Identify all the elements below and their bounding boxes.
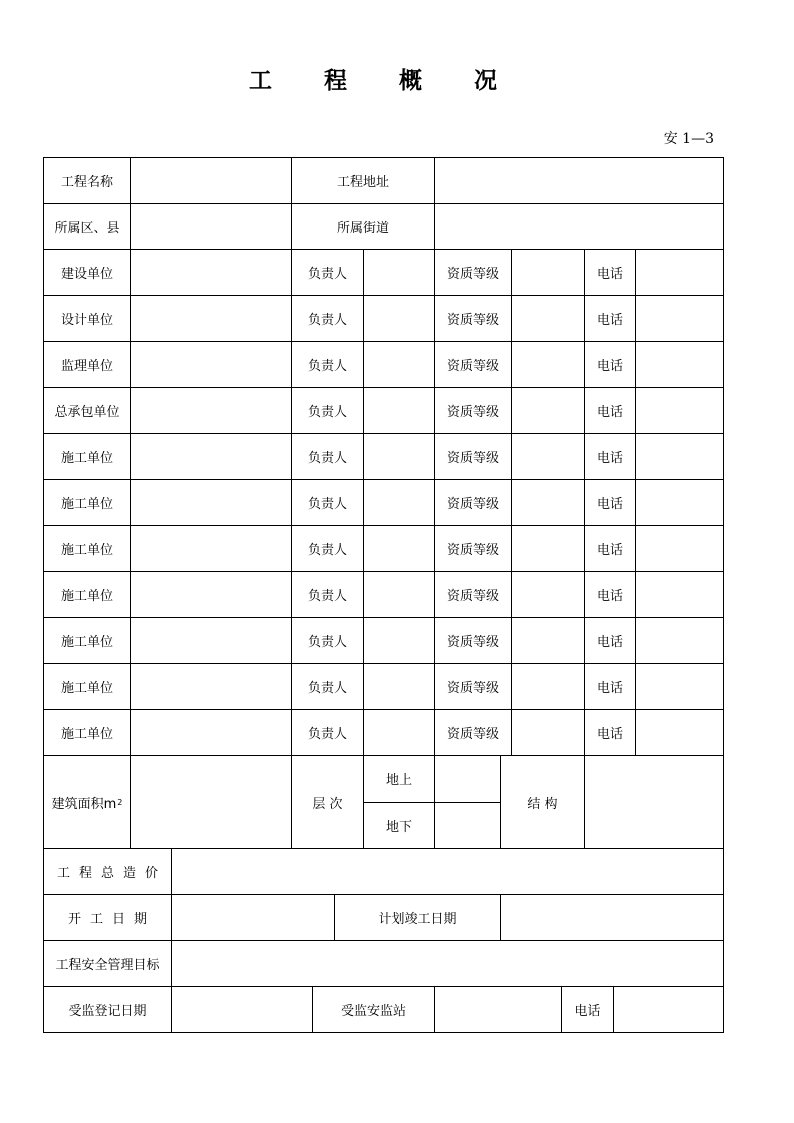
- person-label: 负责人: [292, 480, 364, 526]
- table-row: [44, 572, 724, 618]
- grade-label: 资质等级: [435, 388, 512, 434]
- total-cost-text: 工程总造价: [56, 866, 167, 881]
- floors-label: 层 次: [292, 756, 364, 849]
- grade-label: 资质等级: [435, 572, 512, 618]
- unit-label: 设计单位: [44, 296, 131, 342]
- phone-label: 电话: [585, 250, 636, 296]
- table-row: [44, 526, 724, 572]
- phone-label: 电话: [585, 664, 636, 710]
- person-field[interactable]: [364, 618, 435, 664]
- grade-label: 资质等级: [435, 664, 512, 710]
- total-cost-field[interactable]: [172, 849, 724, 895]
- building-area-unit-sup: 2: [117, 797, 123, 807]
- grade-field[interactable]: [512, 250, 585, 296]
- grade-label: 资质等级: [435, 710, 512, 756]
- person-field[interactable]: [364, 296, 435, 342]
- unit-label: 建设单位: [44, 250, 131, 296]
- table-row: [44, 756, 724, 849]
- phone-label: 电话: [585, 526, 636, 572]
- table-row: [44, 388, 724, 434]
- unit-label: 施工单位: [44, 526, 131, 572]
- grade-field[interactable]: [512, 526, 585, 572]
- phone-field[interactable]: [636, 618, 724, 664]
- person-label: 负责人: [292, 572, 364, 618]
- unit-label: 施工单位: [44, 572, 131, 618]
- person-field[interactable]: [364, 388, 435, 434]
- person-label: 负责人: [292, 710, 364, 756]
- grade-field[interactable]: [512, 296, 585, 342]
- phone-field[interactable]: [636, 572, 724, 618]
- table-row: [44, 296, 724, 342]
- unit-label: 总承包单位: [44, 388, 131, 434]
- table-row: [44, 204, 724, 250]
- person-field[interactable]: [364, 664, 435, 710]
- person-label: 负责人: [292, 434, 364, 480]
- grade-field[interactable]: [512, 388, 585, 434]
- unit-label: 监理单位: [44, 342, 131, 388]
- table-row: [44, 664, 724, 710]
- form-code: 安 1—3: [663, 131, 714, 147]
- planned-end-date-field[interactable]: [501, 895, 724, 941]
- unit-field[interactable]: [131, 664, 292, 710]
- above-ground-field[interactable]: [435, 756, 501, 803]
- phone-label: 电话: [585, 388, 636, 434]
- unit-field[interactable]: [131, 296, 292, 342]
- phone-field[interactable]: [636, 342, 724, 388]
- unit-field[interactable]: [131, 572, 292, 618]
- table-row: [44, 895, 724, 941]
- table-row: [44, 987, 724, 1033]
- grade-label: 资质等级: [435, 342, 512, 388]
- phone-field[interactable]: [636, 296, 724, 342]
- phone-field[interactable]: [636, 526, 724, 572]
- supervision-date-label: 受监登记日期: [44, 987, 172, 1033]
- person-field[interactable]: [364, 434, 435, 480]
- grade-label: 资质等级: [435, 434, 512, 480]
- grade-field[interactable]: [512, 710, 585, 756]
- table-row: [44, 250, 724, 296]
- grade-field[interactable]: [512, 480, 585, 526]
- phone-label: 电话: [585, 618, 636, 664]
- phone-label: 电话: [585, 710, 636, 756]
- unit-field[interactable]: [131, 480, 292, 526]
- start-date-field[interactable]: [172, 895, 335, 941]
- person-label: 负责人: [292, 250, 364, 296]
- start-date-text: 开工日期: [67, 912, 156, 927]
- grade-label: 资质等级: [435, 480, 512, 526]
- below-ground-field[interactable]: [435, 803, 501, 850]
- unit-field[interactable]: [131, 710, 292, 756]
- person-field[interactable]: [364, 250, 435, 296]
- grade-field[interactable]: [512, 664, 585, 710]
- supervision-phone-label: 电话: [562, 987, 614, 1033]
- table-row: [44, 158, 724, 204]
- person-field[interactable]: [364, 342, 435, 388]
- table-row: [44, 618, 724, 664]
- unit-field[interactable]: [131, 434, 292, 480]
- district-label: 所属区、县: [44, 204, 131, 250]
- unit-label: 施工单位: [44, 434, 131, 480]
- project-name-label: 工程名称: [44, 158, 131, 204]
- phone-label: 电话: [585, 572, 636, 618]
- project-overview-table: [43, 157, 724, 1033]
- unit-label: 施工单位: [44, 480, 131, 526]
- page-title: 工 程 概 况: [248, 67, 520, 94]
- table-row: [44, 480, 724, 526]
- person-field[interactable]: [364, 572, 435, 618]
- unit-label: 施工单位: [44, 710, 131, 756]
- grade-field[interactable]: [512, 572, 585, 618]
- project-name-field[interactable]: [131, 158, 292, 204]
- grade-label: 资质等级: [435, 250, 512, 296]
- total-cost-label: [44, 849, 172, 895]
- unit-field[interactable]: [131, 526, 292, 572]
- below-ground-label: 地下: [364, 803, 435, 850]
- grade-field[interactable]: [512, 434, 585, 480]
- project-address-field[interactable]: [435, 158, 724, 204]
- grade-label: 资质等级: [435, 296, 512, 342]
- table-row: [44, 941, 724, 987]
- supervision-station-label: 受监安监站: [313, 987, 435, 1033]
- person-field[interactable]: [364, 480, 435, 526]
- above-ground-label: 地上: [364, 756, 435, 803]
- building-area-label: [44, 756, 131, 849]
- floors-label-group: [364, 756, 435, 849]
- person-label: 负责人: [292, 526, 364, 572]
- person-label: 负责人: [292, 618, 364, 664]
- person-label: 负责人: [292, 296, 364, 342]
- safety-goal-field[interactable]: [172, 941, 724, 987]
- phone-label: 电话: [585, 480, 636, 526]
- street-field[interactable]: [435, 204, 724, 250]
- phone-label: 电话: [585, 296, 636, 342]
- person-label: 负责人: [292, 342, 364, 388]
- phone-label: 电话: [585, 342, 636, 388]
- phone-field[interactable]: [636, 710, 724, 756]
- person-field[interactable]: [364, 710, 435, 756]
- street-label: 所属街道: [292, 204, 435, 250]
- start-date-label: [44, 895, 172, 941]
- phone-label: 电话: [585, 434, 636, 480]
- grade-field[interactable]: [512, 618, 585, 664]
- table-row: [44, 849, 724, 895]
- floors-field-group: [435, 756, 501, 849]
- structure-field[interactable]: [585, 756, 724, 849]
- grade-label: 资质等级: [435, 526, 512, 572]
- building-area-field[interactable]: [131, 756, 292, 849]
- person-label: 负责人: [292, 664, 364, 710]
- table-row: [44, 710, 724, 756]
- unit-field[interactable]: [131, 250, 292, 296]
- grade-field[interactable]: [512, 342, 585, 388]
- phone-field[interactable]: [636, 250, 724, 296]
- unit-label: 施工单位: [44, 618, 131, 664]
- table-row: [44, 434, 724, 480]
- unit-label: 施工单位: [44, 664, 131, 710]
- supervision-date-field[interactable]: [172, 987, 313, 1033]
- phone-field[interactable]: [636, 664, 724, 710]
- supervision-station-field[interactable]: [435, 987, 562, 1033]
- table-row: [44, 342, 724, 388]
- unit-field[interactable]: [131, 388, 292, 434]
- safety-goal-label: 工程安全管理目标: [44, 941, 172, 987]
- phone-field[interactable]: [636, 434, 724, 480]
- planned-end-date-label: 计划竣工日期: [335, 895, 501, 941]
- person-label: 负责人: [292, 388, 364, 434]
- unit-field[interactable]: [131, 342, 292, 388]
- grade-label: 资质等级: [435, 618, 512, 664]
- phone-field[interactable]: [636, 388, 724, 434]
- district-field[interactable]: [131, 204, 292, 250]
- person-field[interactable]: [364, 526, 435, 572]
- phone-field[interactable]: [636, 480, 724, 526]
- supervision-phone-field[interactable]: [614, 987, 724, 1033]
- unit-field[interactable]: [131, 618, 292, 664]
- building-area-text: 建筑面积m: [51, 796, 117, 812]
- project-address-label: 工程地址: [292, 158, 435, 204]
- structure-label: 结 构: [501, 756, 585, 849]
